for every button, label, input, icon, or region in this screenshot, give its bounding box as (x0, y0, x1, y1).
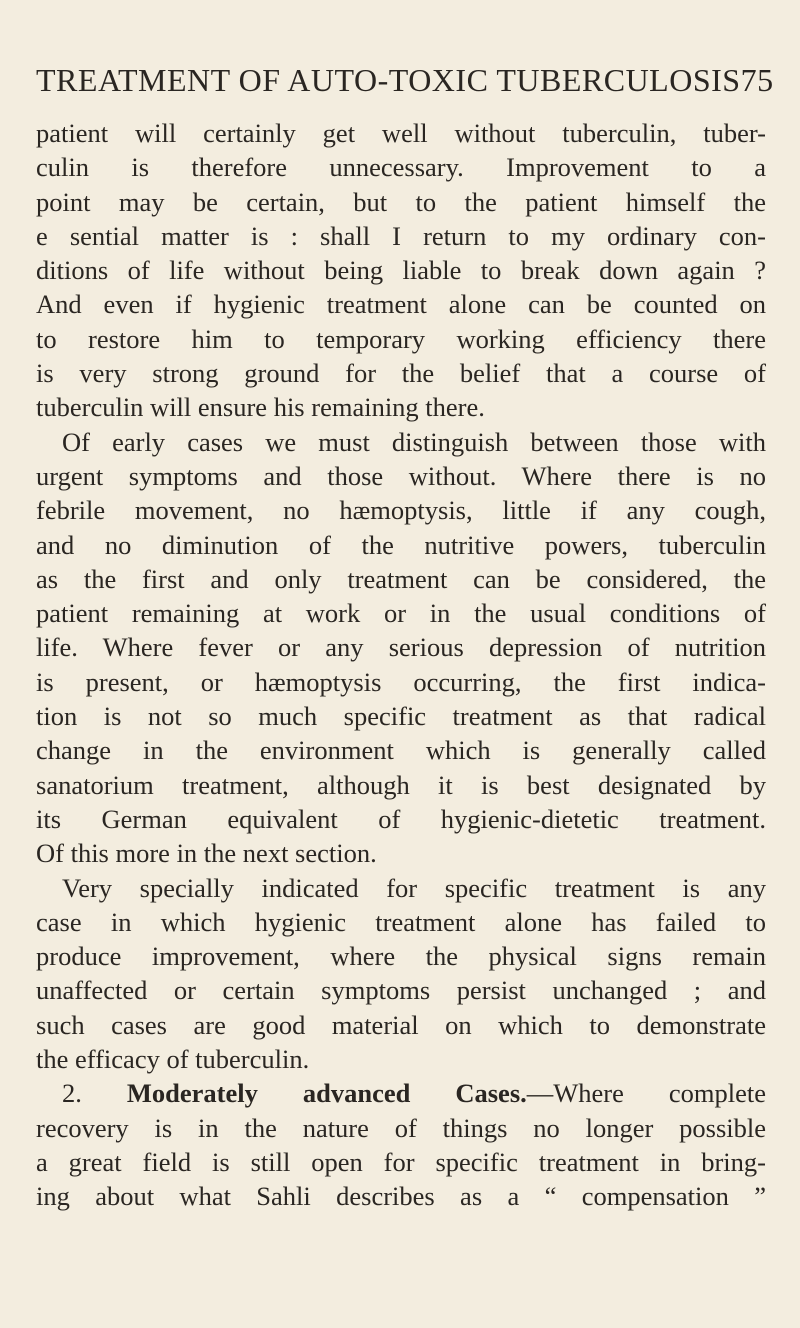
text-line: unaffected or certain symptoms persist unchanged ; and (36, 975, 766, 1006)
text-line: sanatorium treatment, although it is best designated by (36, 769, 766, 800)
text-line: ing about what Sahli describes as a “ compensation ” (36, 1181, 766, 1212)
section-first-line-rest: —Where complete (526, 1078, 767, 1109)
body-text (36, 116, 766, 1214)
text-line: tuberculin will ensure his remaining there. (36, 392, 485, 423)
text-line: e sential matter is : shall I return to my ordinary con- (36, 220, 766, 251)
text-line: case in which hygienic treatment alone has failed to (36, 906, 766, 937)
running-head-title: TREATMENT OF AUTO-TOXIC TUBERCULOSIS (36, 62, 741, 98)
text-line: is present, or hæmoptysis occurring, the first indica- (36, 666, 766, 697)
text-line: as the first and only treatment can be considered, the (36, 563, 766, 594)
text-line: patient remaining at work or in the usual conditions of (36, 598, 766, 629)
section-number: 2. (62, 1078, 82, 1109)
text-line: Of early cases we must distinguish between those with (62, 426, 766, 457)
section-heading-line (36, 1076, 766, 1110)
page-number: 75 (740, 62, 774, 98)
text-line: a great field is still open for specific treatment in bring- (36, 1146, 766, 1177)
text-line: its German equivalent of hygienic-dietetic treatment. (36, 803, 766, 834)
text-line: And even if hygienic treatment alone can be counted on (36, 289, 766, 320)
text-line: recovery is in the nature of things no longer possible (36, 1112, 766, 1143)
section-heading: Moderately advanced Cases. (126, 1078, 527, 1109)
text-line: point may be certain, but to the patient himself the (36, 186, 766, 217)
running-head (36, 62, 774, 99)
text-line: Very specially indicated for specific treatment is any (62, 872, 766, 903)
text-line: culin is therefore unnecessary. Improvement to a (36, 152, 766, 183)
text-line: such cases are good material on which to demonstrate (36, 1009, 766, 1040)
text-line: life. Where fever or any serious depression of nutrition (36, 632, 766, 663)
text-line: febrile movement, no hæmoptysis, little if any cough, (36, 495, 766, 526)
text-line: to restore him to temporary working efficiency there (36, 323, 766, 354)
text-line: is very strong ground for the belief that a course of (36, 358, 766, 389)
text-line: tion is not so much specific treatment as that radical (36, 701, 766, 732)
text-line: ditions of life without being liable to break down again ? (36, 255, 766, 286)
text-line: and no diminution of the nutritive powers, tuberculin (36, 529, 766, 560)
text-line: produce improvement, where the physical signs remain (36, 941, 766, 972)
text-line: Of this more in the next section. (36, 838, 377, 869)
text-line: change in the environment which is generally called (36, 735, 766, 766)
text-line: patient will certainly get well without tuberculin, tuber- (36, 118, 766, 148)
text-line: the efficacy of tuberculin. (36, 1044, 310, 1075)
text-line: urgent symptoms and those without. Where there is no (36, 460, 766, 491)
